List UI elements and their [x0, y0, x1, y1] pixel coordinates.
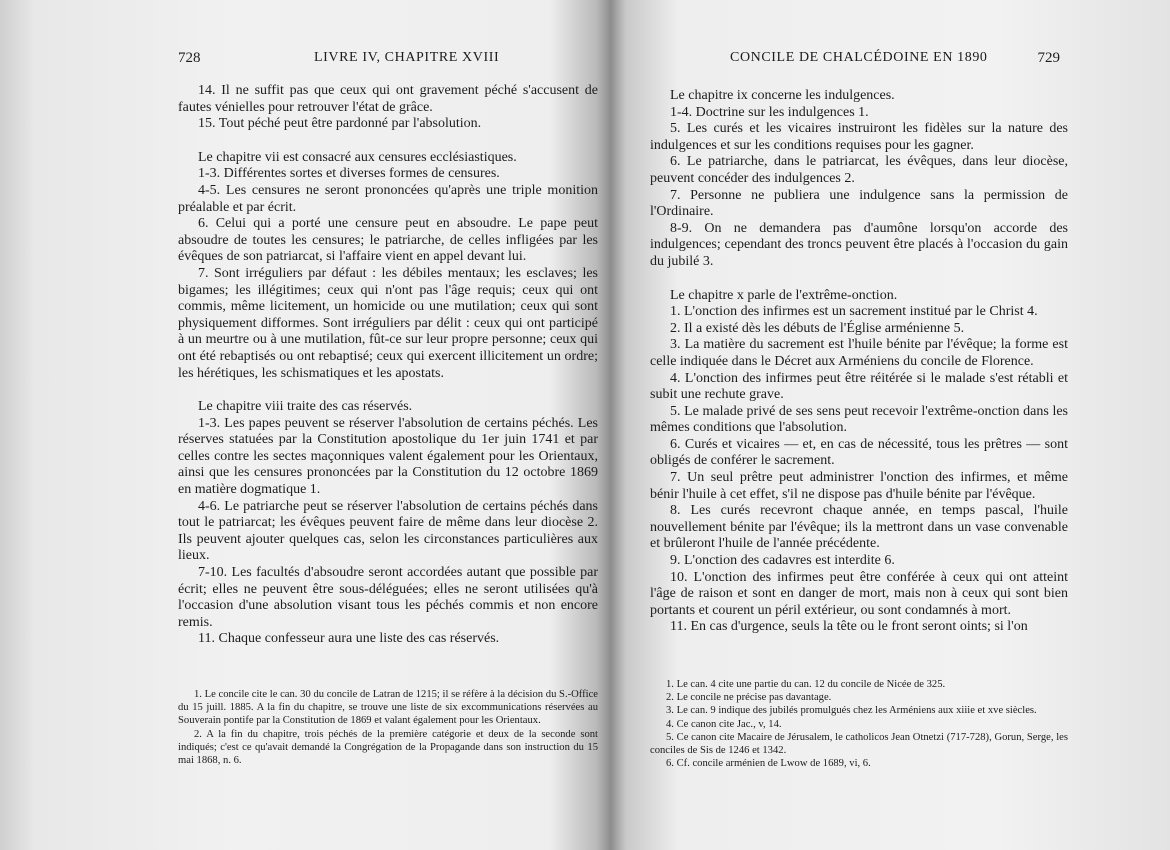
paragraph: 1-3. Les papes peuvent se réserver l'absolution de certains péchés. Les réserves statuées par la Constitution apostolique du 1er juin 1741 et par celles contre les sectes maçonniques valent également pour les Orientaux, ainsi que les censures prononcées par la Constitution du 12 octobre 1869 en matière dogmatique 1.	[178, 415, 598, 498]
paragraph: 11. En cas d'urgence, seuls la tête ou le front seront oints; si l'on	[670, 619, 1028, 635]
paragraph: 7. Sont irréguliers par défaut : les débiles mentaux; les esclaves; les bigames; les illégitimes; ceux qui n'ont pas l'âge requis; ceux qui ont commis, même licitement, un homicide ou une mutilation; ceux qui sont physiquement difformes. Sont irréguliers par délit : ceux qui ont participé à un meurtre ou à une mutilation, fût-ce sur leur propre personne; ceux qui ont été rebaptisés ou ont rebaptisé; ceux qui exercent illicitement un ordre; les hérétiques, les schismatiques et les apostats.	[178, 265, 598, 381]
chapter-intro: Le chapitre vii est consacré aux censures ecclésiastiques.	[198, 149, 517, 165]
paragraph: 8-9. On ne demandera pas d'aumône lorsqu'on accorde des indulgences; cependant des troncs peuvent être placés à l'occasion du gain du jubilé 3.	[650, 220, 1068, 269]
paragraph: 3. La matière du sacrement est l'huile bénite par l'évêque; la forme est celle indiquée dans le Décret aux Arméniens du concile de Florence.	[650, 337, 1068, 369]
paragraph: 14. Il ne suffit pas que ceux qui ont gravement péché s'accusent de fautes vénielles pour retrouver l'état de grâce.	[178, 83, 598, 115]
chapter-intro: Le chapitre viii traite des cas réservés.	[198, 399, 413, 415]
page-number: 729	[1037, 50, 1060, 66]
paragraph: 1-3. Différentes sortes et diverses formes de censures.	[198, 166, 500, 182]
paragraph: 6. Curés et vicaires — et, en cas de nécessité, tous les prêtres — sont obligés de conférer le sacrement.	[650, 436, 1068, 469]
paragraph: 8. Les curés recevront chaque année, en temps pascal, l'huile nouvellement bénite par l'évêque; ils la mettront dans un vase convenable et brûleront l'huile de l'année précédente.	[650, 503, 1068, 552]
paragraph: 6. Le patriarche, dans le patriarcat, les évêques, dans leur diocèse, peuvent concéder des indulgences 2.	[650, 154, 1068, 186]
paragraph: 4. L'onction des infirmes peut être réitérée si le malade s'est rétabli et subit une rechute grave.	[650, 370, 1068, 403]
paragraph: 1-4. Doctrine sur les indulgences 1.	[670, 104, 869, 120]
left-page-footnotes	[178, 688, 598, 767]
footnote: 5. Ce canon cite Macaire de Jérusalem, le catholicos Jean Otnetzi (717-728), Gorun, Serge, les conciles de Sis de 1246 et 1342.	[650, 731, 1068, 757]
right-page-body	[650, 88, 1068, 636]
paragraph: 4-6. Le patriarche peut se réserver l'absolution de certains péchés dans tout le patriarcat; les évêques peuvent faire de même dans leur diocèse 2. Ils peuvent ajouter quelques cas, selon les circonstances particulières aux lieux.	[178, 498, 598, 564]
footnote: 2. Le concile ne précise pas davantage.	[666, 692, 832, 704]
chapter-intro: Le chapitre x parle de l'extrême-onction.	[670, 287, 898, 303]
footnote: 1. Le concile cite le can. 30 du concile de Latran de 1215; il se réfère à la décision du S.-Office du 15 juill. 1885. A la fin du chapitre, se trouve une liste de six excommunications réservées au Souverain pontife par la Constitution de 1869 et valant également pour les Orientaux.	[178, 689, 598, 727]
paragraph: 2. Il a existé dès les débuts de l'Église arménienne 5.	[670, 320, 965, 336]
chapter-intro: Le chapitre ix concerne les indulgences.	[670, 88, 895, 103]
page-number: 728	[178, 50, 201, 66]
paragraph: 11. Chaque confesseur aura une liste des cas réservés.	[198, 631, 500, 647]
paragraph: 15. Tout péché peut être pardonné par l'absolution.	[198, 116, 482, 132]
paragraph: 9. L'onction des cadavres est interdite 6.	[670, 553, 895, 569]
paragraph: 10. L'onction des infirmes peut être conférée à ceux qui ont atteint l'âge de raison et sont en danger de mort, mais non à ceux qui sont bien portants et courent un péril extérieur, ou sont condamnés à mort.	[650, 569, 1068, 618]
paragraph: 5. Les curés et les vicaires instruiront les fidèles sur la nature des indulgences et sur les conditions requises pour les gagner.	[650, 121, 1068, 153]
running-head: LIVRE IV, CHAPITRE XVIII	[314, 50, 500, 65]
paragraph: 7-10. Les facultés d'absoudre seront accordées autant que possible par écrit; elles ne peuvent être sous-déléguées; elles ne seront utilisées qu'à l'occasion d'une absolution visant tous les péchés commis et non encore remis.	[178, 565, 598, 630]
footnote: 1. Le can. 4 cite une partie du can. 12 du concile de Nicée de 325.	[666, 679, 946, 690]
running-head: CONCILE DE CHALCÉDOINE EN 1890	[730, 50, 988, 65]
paragraph: 7. Un seul prêtre peut administrer l'onction des infirmes, et même bénir l'huile à cet effet, s'il ne dispose pas d'huile bénite par l'évêque.	[650, 470, 1068, 502]
paragraph: 4-5. Les censures ne seront prononcées qu'après une triple monition préalable et par écrit.	[178, 182, 598, 215]
paragraph: 5. Le malade privé de ses sens peut recevoir l'extrême-onction dans les mêmes conditions que l'absolution.	[650, 403, 1068, 436]
paragraph: 6. Celui qui a porté une censure peut en absoudre. Le pape peut absoudre de toutes les censures; le patriarche, de celles infligées par les évêques de son patriarcat, si l'affaire vient en appel devant lui.	[178, 216, 598, 265]
footnote: 4. Ce canon cite Jac., v, 14.	[666, 718, 782, 730]
paragraph: 7. Personne ne publiera une indulgence sans la permission de l'Ordinaire.	[650, 187, 1068, 220]
paragraph: 1. L'onction des infirmes est un sacrement institué par le Christ 4.	[670, 304, 1038, 320]
footnote: 6. Cf. concile arménien de Lwow de 1689, vi, 6.	[666, 758, 871, 770]
right-page	[612, 0, 1170, 850]
footnote: 2. A la fin du chapitre, trois péchés de la première catégorie et deux de la seconde sont indiqués; c'est ce qu'avait demandé la Congrégation de la Propagande dans son instruction du 15 mai 1868, n. 6.	[178, 728, 598, 767]
footnote: 3. Le can. 9 indique des jubilés promulgués chez les Arméniens aux xiiie et xve siècles.	[666, 705, 1037, 717]
left-page-body	[178, 83, 598, 648]
right-page-footnotes	[650, 678, 1068, 770]
